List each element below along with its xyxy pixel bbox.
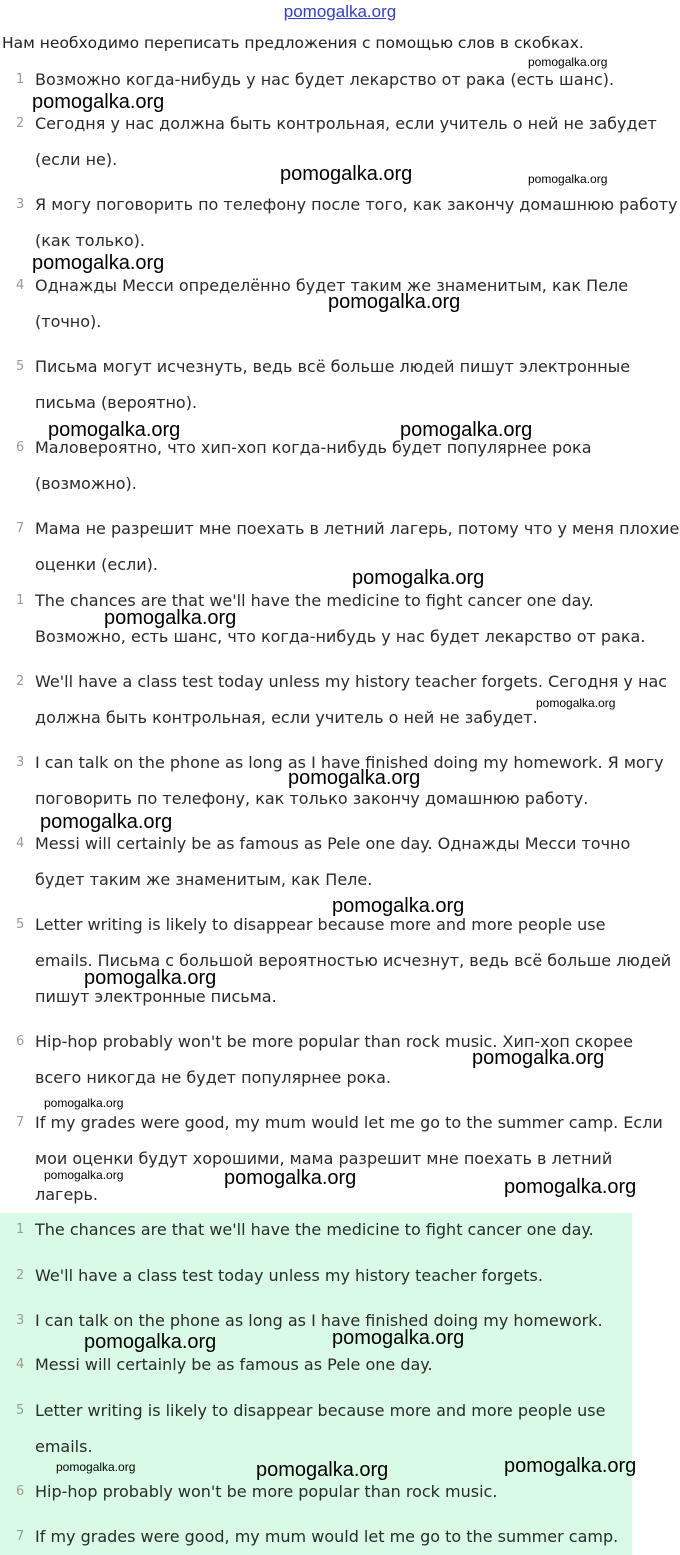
- watermark: pomogalka.org: [504, 1176, 637, 1198]
- item-text: If my grades were good, my mum would let me go to the summer camp. Если мои оценки будут хорошими, мама разрешит мне поехать в летний лагерь.: [35, 1113, 663, 1204]
- item-number: 4: [16, 1357, 25, 1372]
- item-text: Маловероятно, что хип-хоп когда-нибудь будет популярнее рока (возможно).: [35, 438, 592, 493]
- watermark: pomogalka.org: [56, 1460, 136, 1474]
- item-text: Hip-hop probably won't be more popular than rock music. Хип-хоп скорее всего никогда не будет популярнее рока.: [35, 1032, 633, 1087]
- item-text: I can talk on the phone as long as I have finished doing my homework.: [35, 1311, 603, 1330]
- item-number: 7: [16, 521, 25, 536]
- item-number: 3: [16, 1313, 25, 1328]
- item-number: 7: [16, 1529, 25, 1544]
- watermark: pomogalka.org: [32, 252, 165, 274]
- item-number: 5: [16, 359, 25, 374]
- item-text: We'll have a class test today unless my history teacher forgets.: [35, 1266, 543, 1285]
- instruction-text: Нам необходимо переписать предложения с помощью слов в скобках.: [2, 34, 584, 52]
- item-text: Однажды Месси определённо будет таким же знаменитым, как Пеле (точно).: [35, 276, 629, 331]
- item-number: 5: [16, 1403, 25, 1418]
- item-text: Letter writing is likely to disappear because more and more people use emails. Письма с большой вероятностью исчезнут, ведь всё больше людей пишут электронные письма.: [35, 915, 672, 1006]
- item-number: 5: [16, 917, 25, 932]
- watermark: pomogalka.org: [536, 696, 616, 710]
- item-text: Hip-hop probably won't be more popular than rock music.: [35, 1482, 498, 1501]
- item-number: 2: [16, 1268, 25, 1283]
- item-number: 7: [16, 1115, 25, 1130]
- watermark: pomogalka.org: [84, 1331, 217, 1353]
- item-number: 3: [16, 197, 25, 212]
- item-number: 1: [16, 1222, 25, 1237]
- item-text: If my grades were good, my mum would let me go to the summer camp.: [35, 1527, 619, 1546]
- item-text: Мама не разрешит мне поехать в летний лагерь, потому что у меня плохие оценки (если).: [35, 519, 680, 574]
- watermark: pomogalka.org: [84, 967, 217, 989]
- item-number: 6: [16, 440, 25, 455]
- watermark: pomogalka.org: [328, 291, 461, 313]
- watermark: pomogalka.org: [288, 767, 421, 789]
- item-text: Messi will certainly be as famous as Pele one day.: [35, 1355, 433, 1374]
- watermark: pomogalka.org: [504, 1455, 637, 1477]
- item-text: I can talk on the phone as long as I have finished doing my homework. Я могу поговорить по телефону, как только закончу домашнюю работу.: [35, 753, 664, 808]
- item-number: 4: [16, 836, 25, 851]
- watermark: pomogalka.org: [256, 1459, 389, 1481]
- item-text: Сегодня у нас должна быть контрольная, если учитель о ней не забудет (если не).: [35, 114, 657, 169]
- watermark: pomogalka.org: [352, 567, 485, 589]
- item-number: 3: [16, 755, 25, 770]
- item-number: 2: [16, 116, 25, 131]
- watermark: pomogalka.org: [104, 607, 237, 629]
- watermark: pomogalka.org: [400, 419, 533, 441]
- item-text: Письма могут исчезнуть, ведь всё больше людей пишут электронные письма (вероятно).: [35, 357, 631, 412]
- watermark: pomogalka.org: [472, 1047, 605, 1069]
- item-text: Возможно когда-нибудь у нас будет лекарство от рака (есть шанс).: [35, 70, 615, 89]
- watermark: pomogalka.org: [48, 419, 181, 441]
- item-text: Letter writing is likely to disappear because more and more people use emails.: [35, 1401, 606, 1456]
- watermark: pomogalka.org: [44, 1096, 124, 1110]
- item-text: Messi will certainly be as famous as Pele one day. Однажды Месси точно будет таким же знаменитым, как Пеле.: [35, 834, 631, 889]
- site-header-link[interactable]: pomogalka.org: [283, 2, 397, 21]
- item-text: Я могу поговорить по телефону после того, как закончу домашнюю работу (как только).: [35, 195, 678, 250]
- item-text: The chances are that we'll have the medicine to fight cancer one day. Возможно, есть шанс, что когда-нибудь у нас будет лекарство от рака.: [35, 591, 646, 646]
- watermark: pomogalka.org: [224, 1167, 357, 1189]
- watermark: pomogalka.org: [528, 172, 608, 186]
- watermark: pomogalka.org: [280, 163, 413, 185]
- watermark: pomogalka.org: [332, 1327, 465, 1349]
- watermark: pomogalka.org: [332, 895, 465, 917]
- item-text: The chances are that we'll have the medicine to fight cancer one day.: [35, 1220, 594, 1239]
- item-number: 6: [16, 1484, 25, 1499]
- watermark: pomogalka.org: [40, 811, 173, 833]
- item-number: 4: [16, 278, 25, 293]
- item-number: 1: [16, 593, 25, 608]
- item-text: We'll have a class test today unless my history teacher forgets. Сегодня у нас должна быть контрольная, если учитель о ней не забудет.: [35, 672, 668, 727]
- item-number: 1: [16, 72, 25, 87]
- item-number: 6: [16, 1034, 25, 1049]
- watermark: pomogalka.org: [32, 91, 165, 113]
- watermark: pomogalka.org: [528, 55, 608, 69]
- item-number: 2: [16, 674, 25, 689]
- watermark: pomogalka.org: [44, 1168, 124, 1182]
